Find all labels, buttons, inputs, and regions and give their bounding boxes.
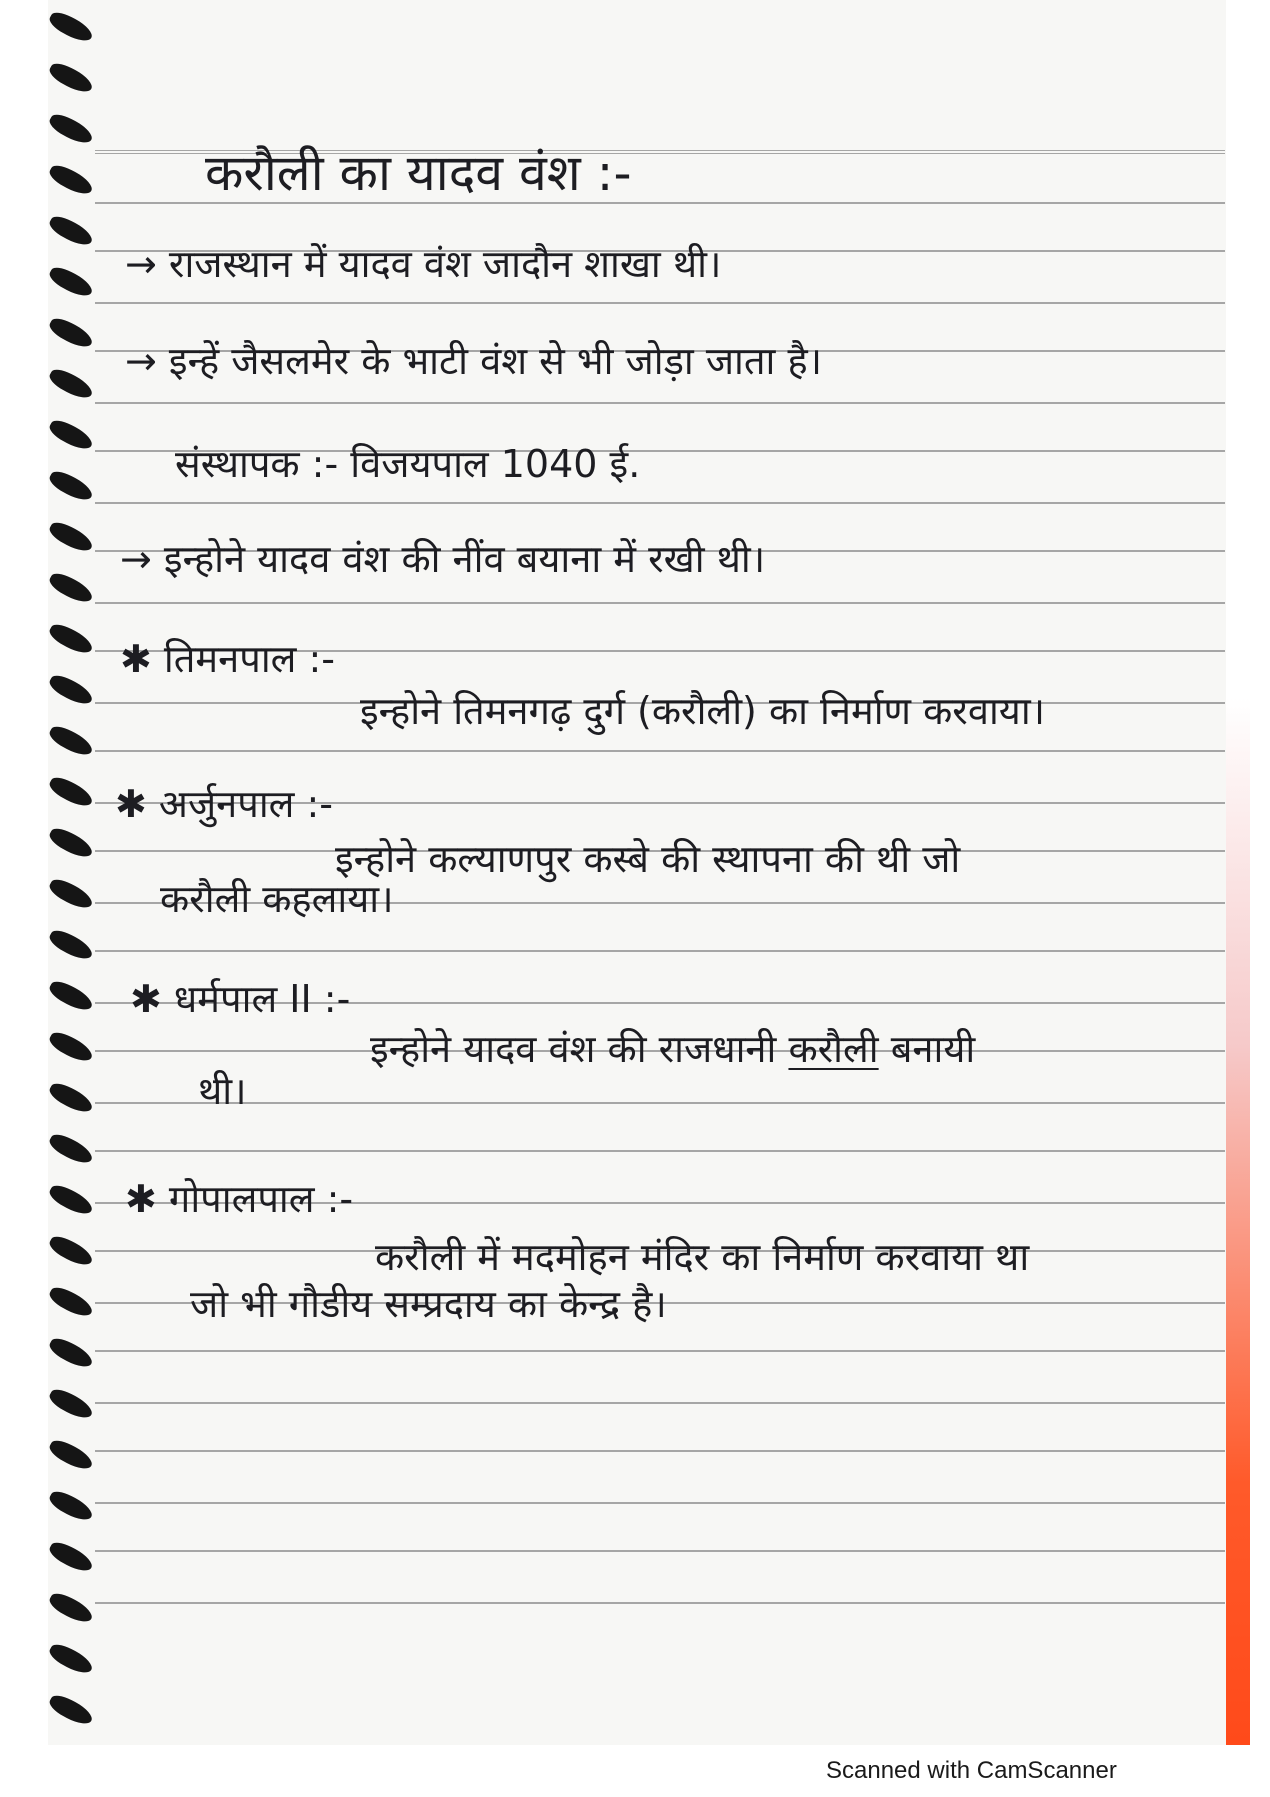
ruled-line [95, 1102, 1225, 1104]
ruled-line [95, 602, 1225, 604]
note-line-1: → राजस्थान में यादव वंश जादौन शाखा थी। [125, 242, 722, 286]
arjunpal-text-2: करौली कहलाया। [160, 877, 394, 921]
dharmpal-text-2: थी। [198, 1069, 247, 1113]
ruled-line [95, 1502, 1225, 1504]
arjunpal-heading: ✱ अर्जुनपाल :- [115, 782, 334, 826]
ruled-line [95, 202, 1225, 204]
dharmpal-capital-underlined: करौली [788, 1027, 879, 1071]
timanpal-text: इन्होने तिमनगढ़ दुर्ग (करौली) का निर्माण करवाया। [360, 689, 1046, 733]
ruled-line [95, 402, 1225, 404]
dharmpal-heading: ✱ धर्मपाल II :- [130, 977, 351, 1021]
timanpal-heading: ✱ तिमनपाल :- [120, 637, 336, 681]
gopalpal-text-2: जो भी गौडीय सम्प्रदाय का केन्द्र है। [190, 1282, 667, 1326]
ruled-line [95, 1402, 1225, 1404]
gopalpal-text-1: करौली में मदमोहन मंदिर का निर्माण करवाया था [375, 1235, 1030, 1279]
ruled-line [95, 1602, 1225, 1604]
note-line-4: → इन्होने यादव वंश की नींव बयाना में रखी थी। [120, 537, 766, 581]
gopalpal-heading: ✱ गोपालपाल :- [125, 1177, 354, 1221]
ruled-line [95, 1150, 1225, 1152]
ruled-line [95, 1550, 1225, 1552]
ruled-line [95, 750, 1225, 752]
note-line-founder: संस्थापक :- विजयपाल 1040 ई. [175, 442, 641, 486]
arjunpal-text-1: इन्होने कल्याणपुर कस्बे की स्थापना की थी जो [335, 837, 961, 881]
ruled-line [95, 1450, 1225, 1452]
ruled-line [95, 502, 1225, 504]
dharmpal-text-1 [370, 1027, 976, 1071]
page-heading: करौली का यादव वंश :- [205, 144, 632, 202]
dharmpal-text-1a: इन्होने यादव वंश की राजधानी [370, 1027, 777, 1071]
ruled-line [95, 1350, 1225, 1352]
scanner-watermark: Scanned with CamScanner [826, 1757, 1117, 1784]
ruled-line [95, 950, 1225, 952]
ruled-line [95, 302, 1225, 304]
note-line-2: → इन्हें जैसलमेर के भाटी वंश से भी जोड़ा जाता है। [125, 339, 823, 383]
page-edge-strip [1226, 0, 1250, 1745]
dharmpal-text-1c: बनायी [890, 1027, 976, 1071]
